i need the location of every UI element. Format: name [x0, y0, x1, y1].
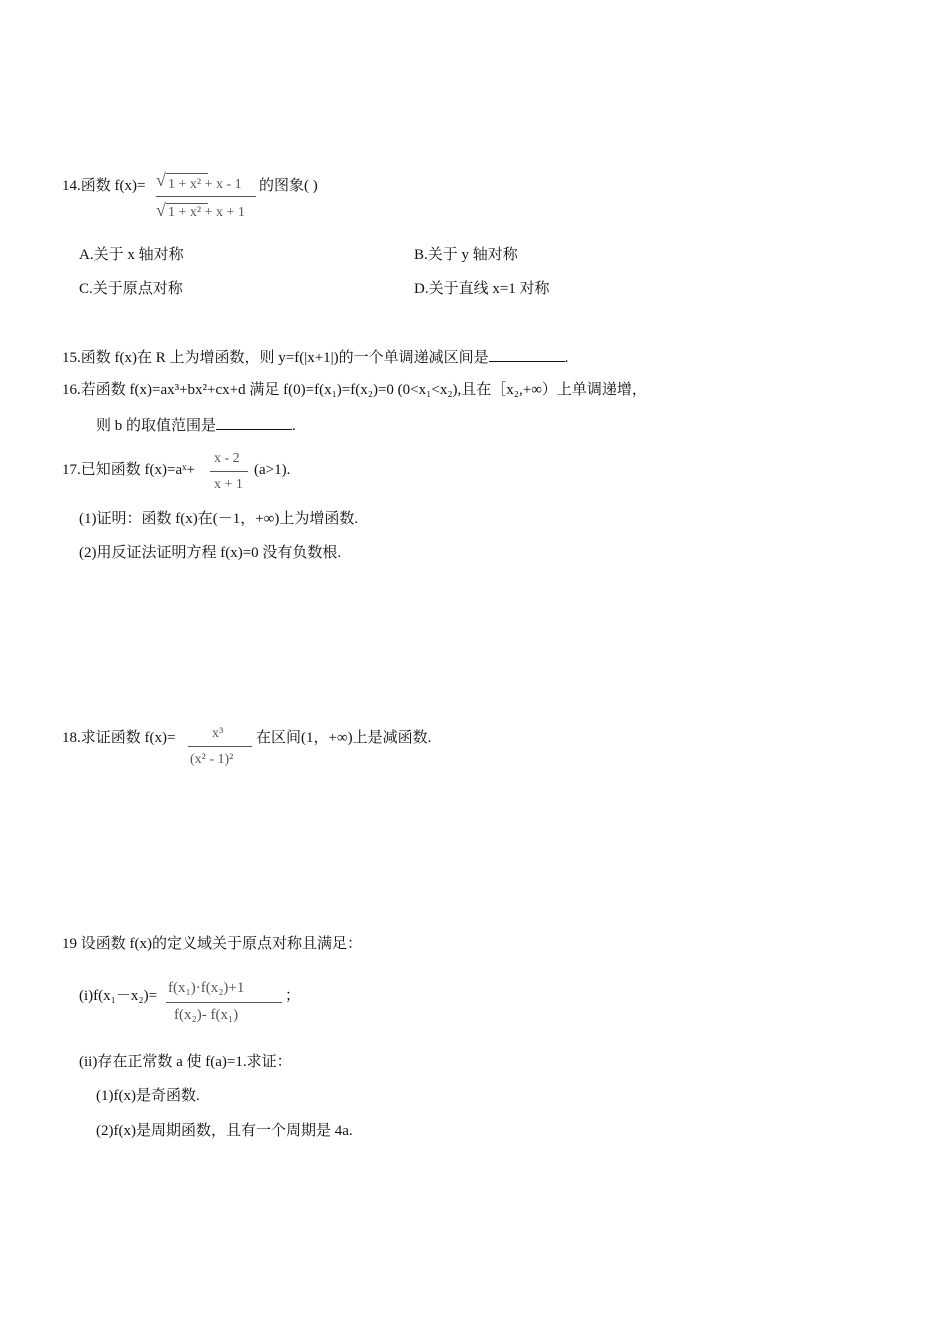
q16-line1-rest: 且在［x₂,+∞）上单调递增，	[461, 382, 647, 398]
q14-fraction-bar	[156, 196, 256, 197]
q14-den-overline	[166, 203, 208, 204]
q17-part1: (1)证明：函数 f(x)在(－1，+∞)上为增函数.	[79, 511, 359, 527]
q14-fx: f(x)=	[114, 178, 146, 194]
q19-cond2: (ii)存在正常数 a 使 f(a)=1.求证：	[79, 1054, 292, 1070]
q17-suffix: (a>1).	[254, 462, 291, 478]
q19-part1: (1)f(x)是奇函数.	[96, 1088, 200, 1104]
q14-option-a: A.关于 x 轴对称	[79, 247, 184, 263]
q18-prefix: 18.求证函数 f(x)=	[62, 730, 176, 746]
q15-stem	[62, 347, 568, 368]
q19-cond1-fraction-bar	[166, 1002, 282, 1003]
q14-option-c: C.关于原点对称	[79, 281, 183, 297]
q17-numerator: x - 2	[214, 451, 240, 466]
q19-intro: 19 设函数 f(x)的定义域关于原点对称且满足：	[62, 936, 362, 952]
q19-cond1-denominator: f(x₂)- f(x₁)	[174, 1007, 239, 1023]
q17-denominator: x + 1	[214, 477, 243, 492]
q19-cond1-suffix: ；	[285, 988, 301, 1004]
q19-cond1-prefix: (i)f(x₁－x₂)=	[79, 988, 158, 1004]
q16-line1	[62, 380, 647, 400]
q15-text: 15.函数 f(x)在 R 上为增函数，则 y=f(|x+1|)的一个单调递减区间是	[62, 350, 489, 366]
q18-denominator: (x² - 1)²	[190, 752, 234, 767]
q17-fraction-bar	[210, 471, 248, 472]
q14-stem	[62, 176, 145, 196]
q17-prefix: 17.已知函数 f(x)=aˣ+	[62, 462, 195, 478]
q16-end: .	[292, 418, 296, 434]
q14-denominator: 1 + x² + x + 1	[168, 205, 245, 220]
q14-numerator: 1 + x² + x - 1	[168, 177, 242, 192]
q16-line1-text: 16.若函数 f(x)=ax³+bx²+cx+d 满足 f(0)=f(x₁)=f(x₂)=0 (0<x₁<x₂),	[62, 382, 462, 398]
q15-end: .	[564, 350, 569, 366]
q14-num-overline	[166, 173, 208, 174]
q19-cond1-numerator: f(x₁)·f(x₂)+1	[168, 980, 245, 996]
q14-den-radical: √	[156, 200, 166, 220]
q19-part2: (2)f(x)是周期函数，且有一个周期是 4a.	[96, 1123, 353, 1139]
q14-prefix: 14.函数	[62, 178, 115, 194]
q14-num-radical: √	[156, 170, 166, 190]
q16-line2	[96, 415, 296, 436]
q16-answer-blank[interactable]	[216, 415, 292, 430]
q16-line2-text: 则 b 的取值范围是	[96, 418, 217, 434]
q15-answer-blank[interactable]	[489, 347, 565, 362]
q14-option-b: B.关于 y 轴对称	[414, 247, 518, 263]
q18-numerator: x³	[212, 726, 224, 741]
q14-suffix: 的图象( )	[259, 178, 318, 194]
q18-fraction-bar	[188, 746, 252, 747]
q14-option-d: D.关于直线 x=1 对称	[414, 281, 550, 297]
q18-suffix: 在区间(1，+∞)上是减函数.	[256, 730, 432, 746]
q17-part2: (2)用反证法证明方程 f(x)=0 没有负数根.	[79, 545, 342, 561]
